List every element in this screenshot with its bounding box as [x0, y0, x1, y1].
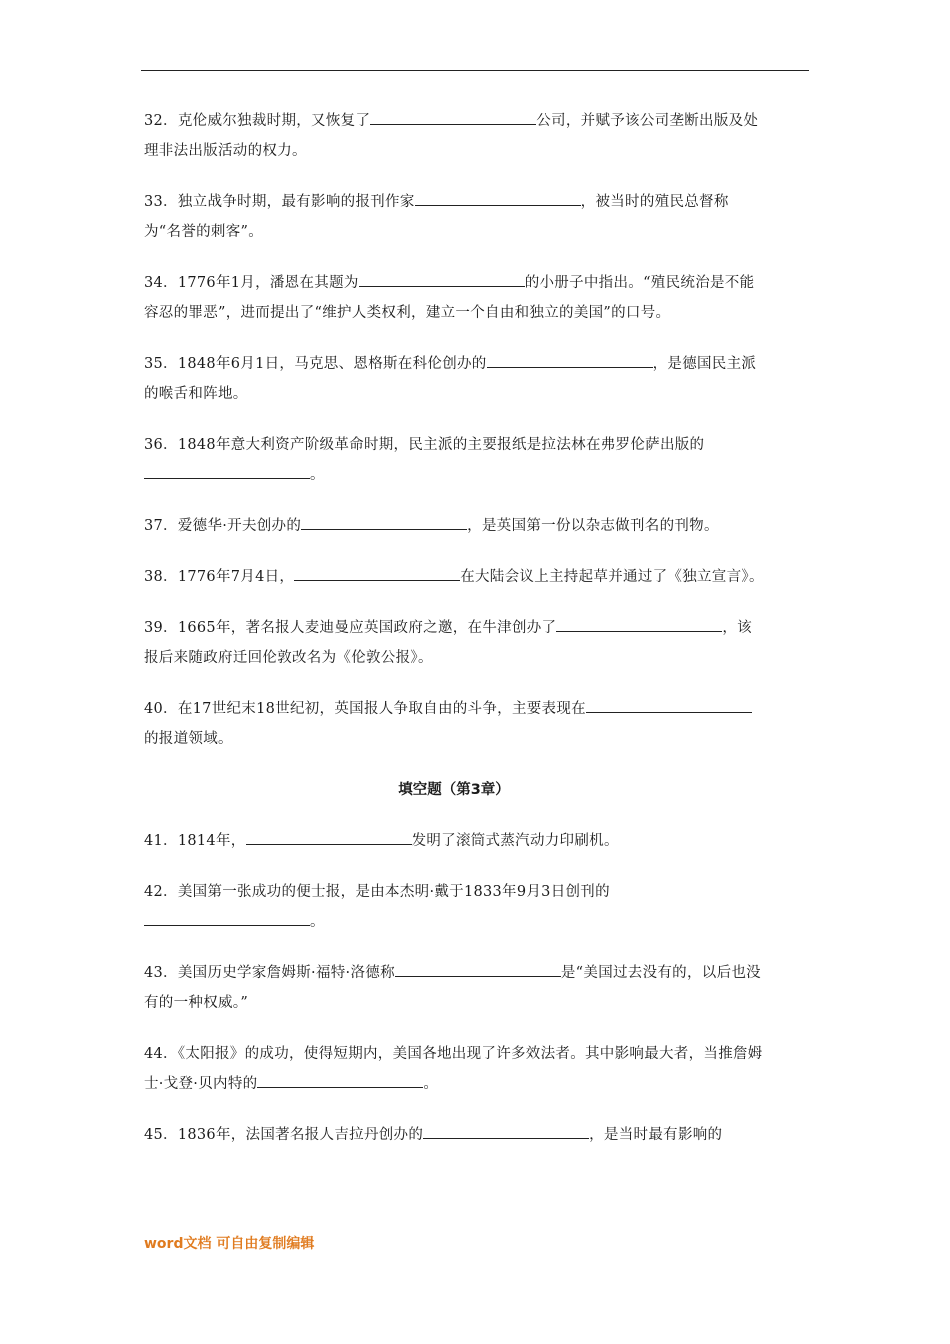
section-heading: 填空题（第3章） [398, 782, 510, 798]
question-42 [144, 877, 764, 937]
answer-blank[interactable] [423, 1122, 589, 1139]
footer-note: word文档 可自由复制编辑 [144, 1236, 315, 1252]
answer-blank[interactable] [144, 909, 310, 926]
question-text-after: 的报道领域。 [144, 731, 233, 747]
question-text-after: 在大陆会议上主持起草并通过了《独立宣言》。 [460, 569, 764, 585]
question-32 [144, 106, 764, 166]
question-text-before: 33．独立战争时期，最有影响的报刊作家 [144, 194, 415, 210]
header-rule [141, 70, 809, 71]
question-text-before: 39．1665年，著名报人麦迪曼应英国政府之邀，在牛津创办了 [144, 620, 557, 636]
question-text-after: 发明了滚筒式蒸汽动力印刷机。 [411, 833, 619, 849]
answer-blank[interactable] [395, 960, 561, 977]
question-33 [144, 187, 764, 247]
question-text-after: ，被当时的殖民总督称为“名誉的刺客”。 [144, 194, 729, 240]
question-text-after: ，是当时最有影响的 [589, 1127, 723, 1143]
answer-blank[interactable] [370, 108, 536, 125]
answer-blank[interactable] [246, 828, 412, 845]
answer-blank[interactable] [359, 270, 525, 287]
question-43 [144, 958, 764, 1018]
answer-blank[interactable] [487, 351, 653, 368]
question-text-after: 的小册子中指出。“殖民统治是不能容忍的罪恶”，进而提出了“维护人类权利，建立一个自由和独立的美国”的口号。 [144, 275, 755, 321]
question-35 [144, 349, 764, 409]
question-38 [144, 562, 764, 592]
question-text-before: 44．《太阳报》的成功，使得短期内，美国各地出现了许多效法者。其中影响最大者，当推詹姆士·戈登·贝内特的 [144, 1046, 763, 1092]
question-text-after: 是“美国过去没有的，以后也没有的一种权威。” [144, 965, 761, 1011]
question-44 [144, 1039, 764, 1099]
question-text-before: 37．爱德华·开夫创办的 [144, 518, 302, 534]
answer-blank[interactable] [144, 462, 310, 479]
question-text-before: 41．1814年， [144, 833, 246, 849]
question-text-after: ，是德国民主派的喉舌和阵地。 [144, 356, 757, 402]
question-37 [144, 511, 764, 541]
question-34 [144, 268, 764, 328]
question-text-before: 43．美国历史学家詹姆斯·福特·洛德称 [144, 965, 395, 981]
question-text-before: 42．美国第一张成功的便士报，是由本杰明·戴于1833年9月3日创刊的 [144, 884, 610, 900]
question-text-after: ，是英国第一份以杂志做刊名的刊物。 [467, 518, 719, 534]
question-text-before: 36．1848年意大利资产阶级革命时期，民主派的主要报纸是拉法林在弗罗伦萨出版的 [144, 437, 705, 453]
question-text-after: ，该报后来随政府迁回伦敦改名为《伦敦公报》。 [144, 620, 752, 666]
question-text-before: 38．1776年7月4日， [144, 569, 295, 585]
question-text-before: 35．1848年6月1日，马克思、恩格斯在科伦创办的 [144, 356, 487, 372]
question-39 [144, 613, 764, 673]
question-45 [144, 1120, 764, 1150]
question-text-after: 。 [310, 914, 325, 930]
question-36 [144, 430, 764, 490]
question-text-before: 45．1836年，法国著名报人吉拉丹创办的 [144, 1127, 424, 1143]
answer-blank[interactable] [586, 696, 752, 713]
answer-blank[interactable] [257, 1071, 423, 1088]
question-text-after: 。 [310, 467, 325, 483]
answer-blank[interactable] [556, 615, 722, 632]
answer-blank[interactable] [294, 564, 460, 581]
question-text-before: 40．在17世纪末18世纪初，英国报人争取自由的斗争，主要表现在 [144, 701, 586, 717]
question-41 [144, 826, 764, 856]
answer-blank[interactable] [301, 513, 467, 530]
question-text-before: 34．1776年1月，潘恩在其题为 [144, 275, 359, 291]
question-text-after: 公司，并赋予该公司垄断出版及处理非法出版活动的权力。 [144, 113, 759, 159]
question-text-after: 。 [423, 1076, 439, 1092]
page-body [144, 106, 764, 1171]
question-40 [144, 694, 764, 754]
question-text-before: 32．克伦威尔独裁时期，又恢复了 [144, 113, 371, 129]
answer-blank[interactable] [415, 189, 581, 206]
